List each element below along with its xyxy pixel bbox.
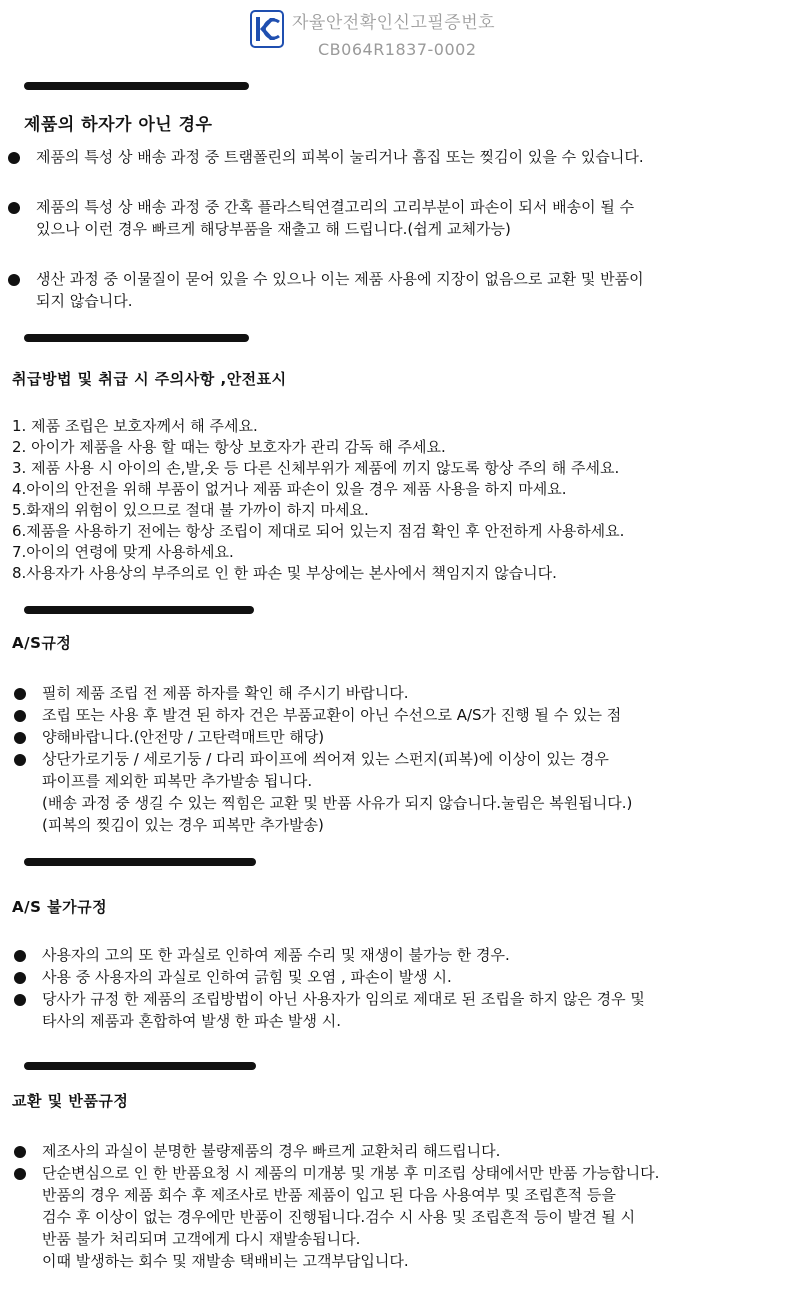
list-item: 상단가로기둥 / 세로기둥 / 다리 파이프에 씌어져 있는 스펀지(피복)에 이상이 있는 경우 파이프를 제외한 피복만 추가발송 됩니다. (배송 과정 중 생길 수 있는 찍힘은 교환 및 반품 사유가 되지 않습니다.눌림은 복원됩니다.) (피복의 찢김이 있는 경우 피복만 추가발송) bbox=[14, 748, 794, 836]
kc-mark-icon bbox=[250, 10, 284, 48]
list-item: 제품의 특성 상 배송 과정 중 간혹 플라스틱연결고리의 고리부분이 파손이 되서 배송이 될 수 있으나 이런 경우 빠르게 해당부품을 재출고 해 드립니다.(쉽게 교체가능) bbox=[8, 196, 793, 240]
list-item: 사용자의 고의 또 한 과실로 인하여 제품 수리 및 재생이 불가능 한 경우. bbox=[14, 944, 794, 966]
section-title-exchange: 교환 및 반품규정 bbox=[12, 1092, 129, 1110]
bullet-icon bbox=[8, 202, 20, 214]
as-not-allowed-list bbox=[14, 944, 794, 1032]
as-policy-list bbox=[14, 682, 794, 836]
section-title-as-policy: A/S규정 bbox=[12, 634, 72, 652]
certification-title: 자율안전확인신고필증번호 bbox=[292, 13, 496, 33]
exchange-policy-list bbox=[14, 1140, 794, 1272]
certification-header bbox=[0, 4, 800, 64]
list-item: 사용 중 사용자의 과실로 인하여 긁힘 및 오염 , 파손이 발생 시. bbox=[14, 966, 794, 988]
section-divider bbox=[24, 334, 249, 342]
section-divider bbox=[24, 1062, 256, 1070]
list-item: 6.제품을 사용하기 전에는 항상 조립이 제대로 되어 있는지 점검 확인 후 안전하게 사용하세요. bbox=[12, 522, 625, 540]
list-item: 제조사의 과실이 분명한 불량제품의 경우 빠르게 교환처리 해드립니다. bbox=[14, 1140, 794, 1162]
bullet-icon bbox=[14, 710, 26, 722]
list-item: 2. 아이가 제품을 사용 할 때는 항상 보호자가 관리 감독 해 주세요. bbox=[12, 438, 446, 456]
list-item: 3. 제품 사용 시 아이의 손,발,옷 등 다른 신체부위가 제품에 끼지 않도록 항상 주의 해 주세요. bbox=[12, 459, 620, 477]
bullet-icon bbox=[8, 152, 20, 164]
section-divider bbox=[24, 606, 254, 614]
section-title-not-defect: 제품의 하자가 아닌 경우 bbox=[24, 115, 213, 135]
bullet-icon bbox=[14, 1146, 26, 1158]
bullet-icon bbox=[14, 1168, 26, 1180]
section-title-handling: 취급방법 및 취급 시 주의사항 ,안전표시 bbox=[12, 370, 287, 388]
section-divider bbox=[24, 858, 256, 866]
not-defect-list bbox=[8, 146, 793, 312]
bullet-icon bbox=[14, 688, 26, 700]
list-item: 필히 제품 조립 전 제품 하자를 확인 해 주시기 바랍니다. bbox=[14, 682, 794, 704]
bullet-icon bbox=[14, 950, 26, 962]
handling-instructions-list bbox=[12, 416, 624, 584]
list-item: 생산 과정 중 이물질이 묻어 있을 수 있으나 이는 제품 사용에 지장이 없음으로 교환 및 반품이 되지 않습니다. bbox=[8, 268, 793, 312]
section-title-as-not-allowed: A/S 불가규정 bbox=[12, 898, 108, 916]
bullet-icon bbox=[14, 972, 26, 984]
list-item: 5.화재의 위험이 있으므로 절대 불 가까이 하지 마세요. bbox=[12, 501, 369, 519]
list-item: 8.사용자가 사용상의 부주의로 인 한 파손 및 부상에는 본사에서 책임지지 않습니다. bbox=[12, 564, 557, 582]
certification-number: CB064R1837-0002 bbox=[318, 40, 477, 59]
list-item: 단순변심으로 인 한 반품요청 시 제품의 미개봉 및 개봉 후 미조립 상태에서만 반품 가능합니다. 반품의 경우 제품 회수 후 제조사로 반품 제품이 입고 된 다음 사용여부 및 조립흔적 등을 검수 후 이상이 없는 경우에만 반품이 진행됩니다.검수 시 사용 및 조립흔적 등이 발견 될 시 반품 불가 처리되며 고객에게 다시 재발송됩니다. 이때 발생하는 회수 및 재발송 택배비는 고객부담입니다. bbox=[14, 1162, 794, 1272]
list-item: 조립 또는 사용 후 발견 된 하자 건은 부품교환이 아닌 수선으로 A/S가 진행 될 수 있는 점 bbox=[14, 704, 794, 726]
list-item: 당사가 규정 한 제품의 조립방법이 아닌 사용자가 임의로 제대로 된 조립을 하지 않은 경우 및 타사의 제품과 혼합하여 발생 한 파손 발생 시. bbox=[14, 988, 794, 1032]
bullet-icon bbox=[14, 994, 26, 1006]
list-item: 7.아이의 연령에 맞게 사용하세요. bbox=[12, 543, 234, 561]
bullet-icon bbox=[14, 732, 26, 744]
section-divider bbox=[24, 82, 249, 90]
bullet-icon bbox=[14, 754, 26, 766]
list-item: 1. 제품 조립은 보호자께서 해 주세요. bbox=[12, 417, 258, 435]
list-item: 4.아이의 안전을 위해 부품이 없거나 제품 파손이 있을 경우 제품 사용을 하지 마세요. bbox=[12, 480, 567, 498]
bullet-icon bbox=[8, 274, 20, 286]
list-item: 제품의 특성 상 배송 과정 중 트램폴린의 피복이 눌리거나 흠집 또는 찢김이 있을 수 있습니다. bbox=[8, 146, 793, 168]
list-item: 양해바랍니다.(안전망 / 고탄력매트만 해당) bbox=[14, 726, 794, 748]
